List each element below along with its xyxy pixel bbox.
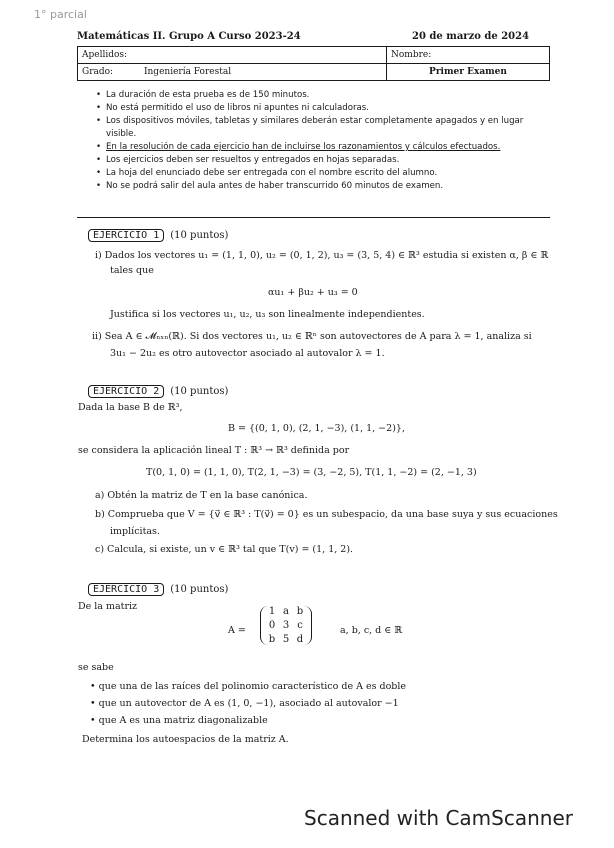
exercise-2-points: (10 puntos) [170,386,229,397]
matrix-entry: 1 [268,606,276,617]
exercise-1-title: EJERCICIO 1 [88,229,164,242]
matrix-entry: 5 [282,634,290,645]
instruction-item: • En la resolución de cada ejercicio han de incluirse los razonamientos y cálculos efectuados. [96,141,556,154]
course-header: Matemáticas II. Grupo A Curso 2023-24 [77,31,301,42]
exercise-3-title: EJERCICIO 3 [88,583,164,596]
matrix-params: a, b, c, d ∈ ℝ [340,625,403,636]
ex2-T-definition: T(0, 1, 0) = (1, 1, 0), T(2, 1, −3) = (3, −2, 5), T(1, 1, −2) = (2, −1, 3) [146,467,477,478]
ex1-i-line1: i) Dados los vectores u₁ = (1, 1, 0), u₂ = (0, 1, 2), u₃ = (3, 5, 4) ∈ ℝ³ estudia si existen α, β ∈ ℝ [95,250,549,261]
instruction-item: • La duración de esta prueba es de 150 minutos. [96,89,556,102]
matrix-A [260,606,312,645]
exercise-3-points: (10 puntos) [170,584,229,595]
exercise-2-heading [88,385,228,398]
instructions-list [96,89,556,193]
nombre-cell[interactable] [387,47,550,64]
ex1-ii-line2: 3u₁ − 2u₂ es otro autovector asociado al autovalor λ = 1. [110,348,385,359]
matrix-entry: a [283,606,289,617]
ex3-condition: • que un autovector de A es (1, 0, −1), asociado al autovalor −1 [90,698,399,709]
grado-cell [78,64,387,81]
ex3-final: Determina los autoespacios de la matriz A. [82,734,289,745]
ex3-se-sabe: se sabe [78,662,114,673]
instruction-item: • No está permitido el uso de libros ni apuntes ni calculadoras. [96,102,556,115]
ex1-ii-line1: ii) Sea A ∈ 𝓜ₙₓₙ(ℝ). Si dos vectores u₁, u₂ ∈ ℝⁿ son autovectores de A para λ = 1, analiza si [92,331,532,342]
ex1-i-line3: Justifica si los vectores u₁, u₂, u₃ son linealmente independientes. [110,309,425,320]
instruction-item: • Los dispositivos móviles, tabletas y similares deberán estar completamente apagados y en lugar [96,115,556,128]
ex2-line2: se considera la aplicación lineal T : ℝ³ → ℝ³ definida por [78,445,350,456]
exercise-1-heading [88,229,228,242]
ex3-condition: • que A es una matriz diagonalizable [90,715,268,726]
ex2-part-a: a) Obtén la matriz de T en la base canónica. [95,490,308,501]
exam-type-value: Primer Examen [429,67,507,77]
matrix-entry: 3 [282,620,290,631]
exercise-2-title: EJERCICIO 2 [88,385,164,398]
ex2-base-equation: B = {(0, 1, 0), (2, 1, −3), (1, 1, −2)}, [228,423,405,434]
instruction-item: • Los ejercicios deben ser resueltos y entregados en hojas separadas. [96,154,556,167]
matrix-entry: 0 [268,620,276,631]
handwritten-note: 1° parcial [34,8,87,21]
section-divider [77,217,550,218]
instruction-item: • No se podrá salir del aula antes de haber transcurrido 60 minutos de examen. [96,180,556,193]
ex3-line1: De la matriz [78,601,138,612]
instruction-item-continuation: visible. [106,129,137,139]
ex1-i-line2: tales que [110,265,154,276]
exam-date: 20 de marzo de 2024 [412,31,530,42]
ex2-part-b-cont: implícitas. [110,526,160,537]
matrix-entry: d [296,634,304,645]
apellidos-cell[interactable] [78,47,387,64]
ex3-condition: • que una de las raíces del polinomio característico de A es doble [90,681,407,692]
matrix-entry: b [296,606,304,617]
matrix-entry: c [297,620,303,631]
ex1-i-equation: αu₁ + βu₂ + u₃ = 0 [268,287,358,298]
apellidos-label: Apellidos: [82,50,128,60]
grado-value: Ingeniería Forestal [143,67,232,77]
exercise-3-heading [88,583,228,596]
ex2-part-b: b) Comprueba que V = {v⃗ ∈ ℝ³ : T(v⃗) = 0} es un subespacio, da una base suya y sus ecuaciones [95,509,558,520]
instruction-item: • La hoja del enunciado debe ser entregada con el nombre escrito del alumno. [96,167,556,180]
matrix-entry: b [268,634,276,645]
exercise-1-points: (10 puntos) [170,230,229,241]
nombre-label: Nombre: [391,50,432,60]
exam-type-cell [387,64,550,81]
ex2-line1: Dada la base B de ℝ³, [78,402,183,413]
camscanner-watermark: Scanned with CamScanner [304,806,573,830]
ex2-part-c: c) Calcula, si existe, un v ∈ ℝ³ tal que T(v) = (1, 1, 2). [95,544,354,555]
student-info-table [77,46,550,81]
matrix-label: A = [228,625,246,636]
grado-label: Grado: [82,67,114,77]
